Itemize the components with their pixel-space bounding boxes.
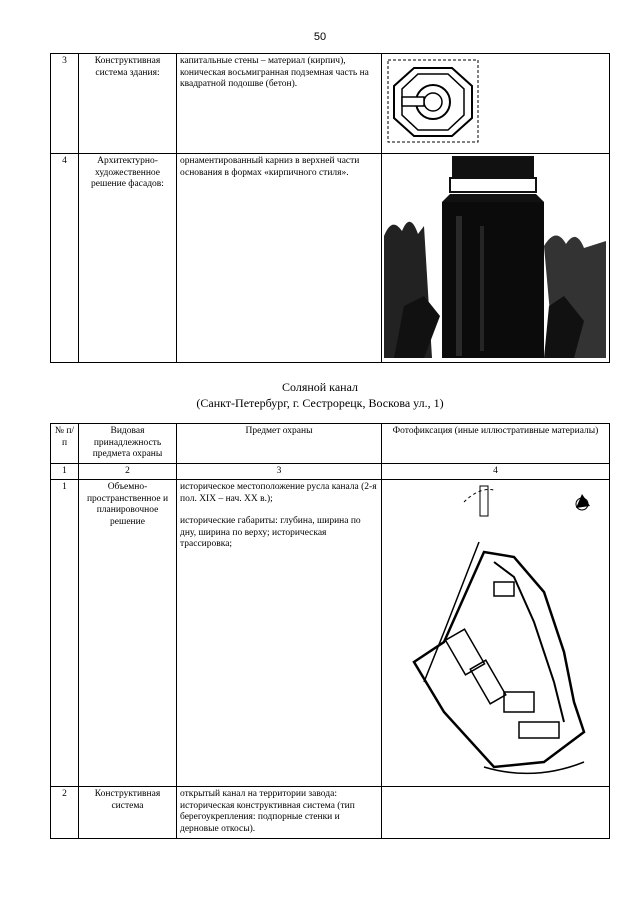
tower-photo-image (384, 156, 606, 358)
subject-line: историческое местоположение русла канала (2-я пол. XIX – нач. XX в.); (180, 482, 377, 504)
site-plan-image (384, 482, 606, 782)
subject-cell: орнаментированный карниз в верхней части основания в формах «кирпичного стиля». (177, 154, 382, 363)
category-cell: Объемно-пространственное и планировочное решение (79, 480, 177, 787)
photo-cell (382, 154, 610, 363)
protection-table-top (50, 53, 610, 363)
table-row (51, 787, 610, 839)
subject-line: открытый канал на территории завода: историческая конструктивная система (тип берегоукрепления: подпорные стенки и дерновые откосы). (180, 789, 355, 834)
section-title: Соляной канал (281, 380, 358, 394)
row-number: 2 (51, 787, 79, 839)
table-row (51, 54, 610, 154)
col-number: 3 (177, 463, 382, 480)
col-number: 1 (51, 463, 79, 480)
col-number: 4 (382, 463, 610, 480)
table-row (51, 154, 610, 363)
col-number: 2 (79, 463, 177, 480)
category-cell: Архитектурно-художественное решение фасадов: (79, 154, 177, 363)
column-number-row (51, 463, 610, 480)
row-number: 3 (51, 54, 79, 154)
subject-line: исторические габариты: глубина, ширина по дну, ширина по верху; историческая трассировка; (180, 516, 361, 549)
subject-cell: капитальные стены – материал (кирпич), коническая восьмигранная подземная часть на квадратной подошве (бетон). (177, 54, 382, 154)
table-row (51, 480, 610, 787)
photo-cell (382, 54, 610, 154)
header-category: Видовая принадлежность предмета охраны (79, 424, 177, 464)
table-header-row (51, 424, 610, 464)
photo-cell (382, 787, 610, 839)
photo-cell (382, 480, 610, 787)
protection-table-canal (50, 423, 610, 839)
section-subtitle: (Санкт-Петербург, г. Сестрорецк, Воскова ул., 1) (196, 396, 444, 410)
subject-cell (177, 787, 382, 839)
subject-cell (177, 480, 382, 787)
header-num: № п/п (51, 424, 79, 464)
row-number: 4 (51, 154, 79, 363)
header-subject: Предмет охраны (177, 424, 382, 464)
category-cell: Конструктивная система здания: (79, 54, 177, 154)
page-number: 50 (313, 31, 327, 43)
category-cell: Конструктивная система (79, 787, 177, 839)
header-photo: Фотофиксация (иные иллюстративные материалы) (382, 424, 610, 464)
row-number: 1 (51, 480, 79, 787)
plan-drawing-image (384, 56, 494, 146)
